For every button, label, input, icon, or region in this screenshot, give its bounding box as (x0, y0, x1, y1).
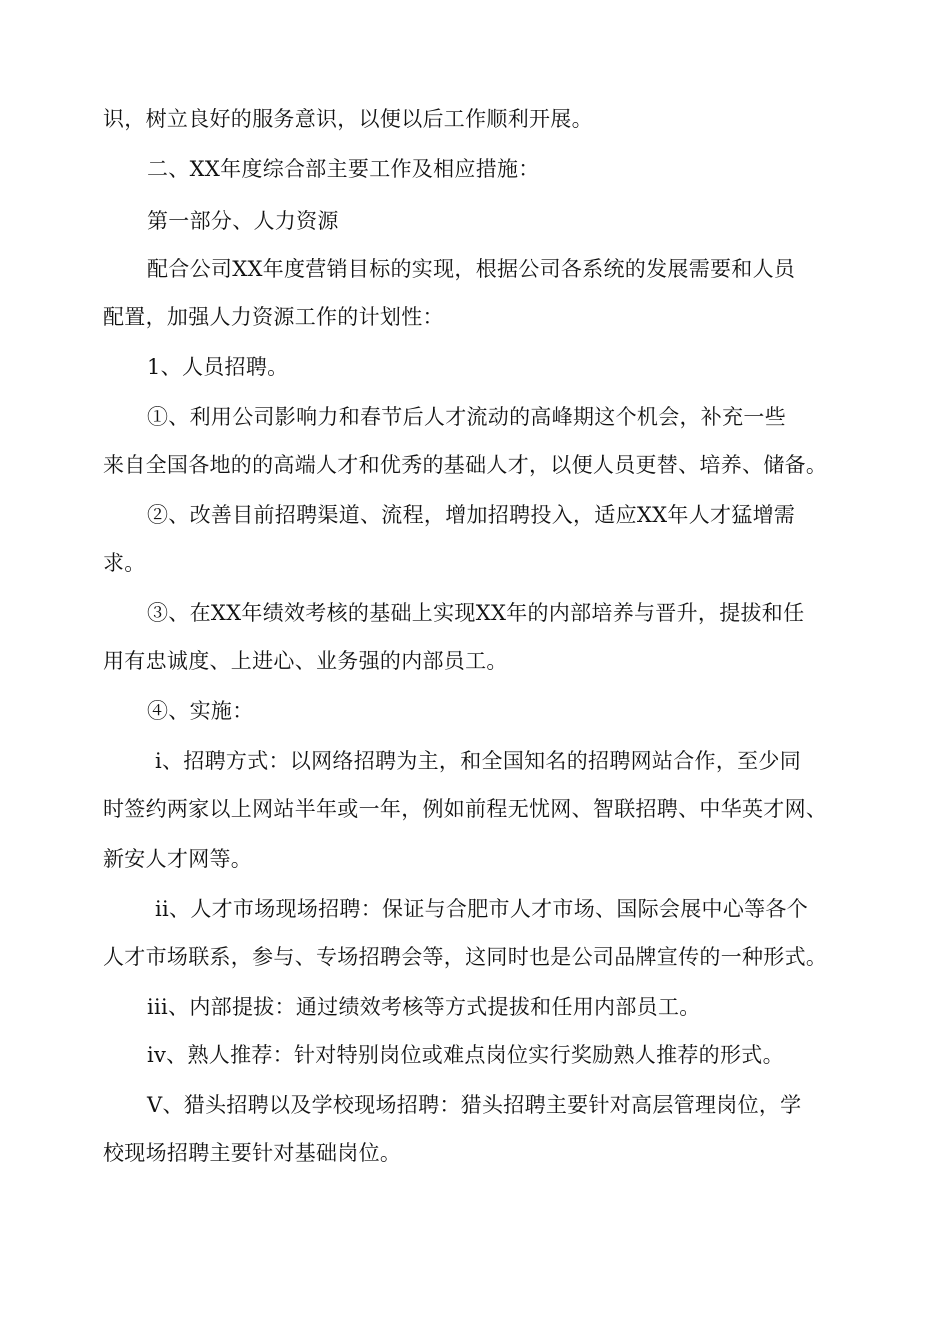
text-line: 配置，加强人力资源工作的计划性： (103, 305, 444, 329)
text-line: 新安人才网等。 (103, 847, 253, 871)
text-line: ②、改善目前招聘渠道、流程，增加招聘投入，适应XX年人才猛增需 (147, 503, 796, 527)
subheading: 1、人员招聘。 (147, 355, 289, 379)
part-heading: 第一部分、人力资源 (147, 209, 339, 233)
text-line: 时签约两家以上网站半年或一年，例如前程无忧网、智联招聘、中华英才网、 (103, 797, 828, 821)
section-heading: 二、XX年度综合部主要工作及相应措施： (147, 157, 540, 181)
text-line: ③、在XX年绩效考核的基础上实现XX年的内部培养与晋升，提拔和任 (147, 601, 805, 625)
text-line: ii、人才市场现场招聘：保证与合肥市人才市场、国际会展中心等各个 (155, 897, 809, 921)
text-line: iii、内部提拔：通过绩效考核等方式提拔和任用内部员工。 (147, 995, 701, 1019)
text-line: 校现场招聘主要针对基础岗位。 (103, 1141, 402, 1165)
text-line: 来自全国各地的的高端人才和优秀的基础人才，以便人员更替、培养、储备。 (103, 453, 828, 477)
text-line: 配合公司XX年度营销目标的实现，根据公司各系统的发展需要和人员 (147, 257, 796, 281)
text-line: i、招聘方式：以网络招聘为主，和全国知名的招聘网站合作，至少同 (155, 749, 802, 773)
text-line: 求。 (103, 551, 146, 575)
text-line: 用有忠诚度、上进心、业务强的内部员工。 (103, 649, 508, 673)
text-line: iv、熟人推荐：针对特别岗位或难点岗位实行奖励熟人推荐的形式。 (147, 1043, 784, 1067)
text-line: ①、利用公司影响力和春节后人才流动的高峰期这个机会，补充一些 (147, 405, 786, 429)
text-line: 人才市场联系，参与、专场招聘会等，这同时也是公司品牌宣传的一种形式。 (103, 945, 828, 969)
text-line: ④、实施： (147, 699, 254, 723)
text-line: V、猎头招聘以及学校现场招聘：猎头招聘主要针对高层管理岗位，学 (147, 1093, 802, 1117)
text-line: 识，树立良好的服务意识，以便以后工作顺利开展。 (103, 107, 593, 131)
